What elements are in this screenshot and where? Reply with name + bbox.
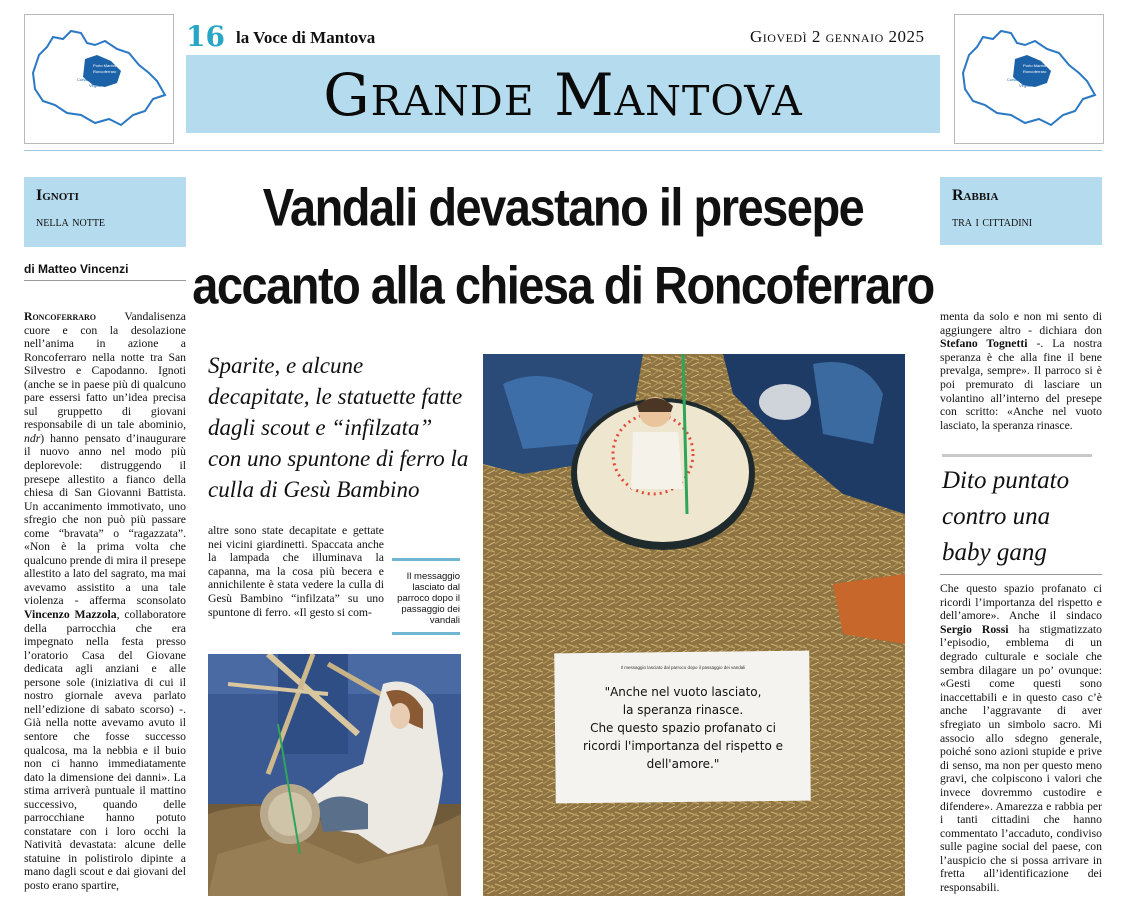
quoted-name: Vincenzo Mazzola bbox=[24, 608, 117, 622]
map-label: Roncoferraro bbox=[1023, 69, 1047, 74]
article-column-3 bbox=[940, 310, 1102, 432]
section-title: Grande Mantova bbox=[323, 61, 803, 129]
map-label: Curtatone bbox=[77, 77, 95, 82]
sign-small-print: Il messaggio lasciato dal parroco dopo il passaggio dei vandali bbox=[620, 665, 746, 670]
sign-line-5: dell'amore." bbox=[646, 757, 720, 771]
col4-text-1: Che questo spazio profanato ci ricordi l’importanza del rispetto e dell’amore». Anche il sindaco bbox=[940, 582, 1102, 623]
sign-line-2: la speranza rinasce. bbox=[622, 703, 744, 717]
map-label: Roncoferraro bbox=[93, 69, 117, 74]
sign-line-1: "Anche nel vuoto lasciato, bbox=[604, 685, 762, 699]
map-label: Virgilio bbox=[1019, 83, 1031, 88]
col2-text: altre sono state decapitate e gettate nei vicini giardinetti. Spaccata anche la lampada che illuminava la capanna, ma la cosa più becera e annichilente è stata vedere la culla di Gesù Bambino “infilzata” su uno spuntone di ferro. «Il gesto si com- bbox=[208, 524, 384, 619]
col3-text-1: menta da solo e non mi sento di aggiungere altro - dichiara don bbox=[940, 310, 1102, 337]
map-label: Porto Mantovano bbox=[93, 63, 124, 68]
section-banner bbox=[186, 55, 940, 133]
sign-line-3: Che questo spazio profanato ci bbox=[590, 721, 776, 735]
map-label: Virgilio bbox=[89, 83, 101, 88]
quoted-name: Stefano Tognetti bbox=[940, 337, 1028, 351]
byline-rule bbox=[24, 280, 186, 281]
side-rule bbox=[940, 574, 1102, 575]
article-column-4 bbox=[940, 582, 1102, 895]
kicker-right-bold: Rabbia bbox=[952, 187, 999, 204]
article-column-1 bbox=[24, 310, 186, 893]
headline-line-1: Vandali devastano il presepe bbox=[262, 177, 864, 237]
nativity-photo bbox=[208, 654, 461, 896]
header-rule bbox=[24, 150, 1102, 151]
map-label: Porto Mantovano bbox=[1023, 63, 1054, 68]
col1-text-2: ) hanno pensato d’inaugurare il nuovo anno nel modo più deplorevole: distruggendo il presepe allestito a fianco della chiesa di San Giovanni Battista. Un accanimento immotivato, uno sfregio che non può più passare come “bravata” o “ragazzata”. «Non è la prima volta che qualcuno prende di mira il presepe allestito a lato del sagrato, ma mai avevamo assistito a una tale violenza - afferma sconsolato bbox=[24, 431, 186, 608]
kicker-right-text: tra i cittadini bbox=[952, 215, 1033, 230]
sign-line-4: ricordi l'importanza del rispetto e bbox=[583, 739, 783, 753]
headline-line-2: accanto alla chiesa di Roncoferraro bbox=[192, 255, 934, 315]
kicker-left-text: nella notte bbox=[36, 215, 106, 230]
newspaper-name: la Voce di Mantova bbox=[236, 28, 376, 47]
map-label: Curtatone bbox=[1007, 77, 1025, 82]
kicker-left-bold: Ignoti bbox=[36, 187, 79, 204]
quoted-name: Sergio Rossi bbox=[940, 622, 1009, 636]
col1-ndr: ndr bbox=[24, 431, 41, 445]
map-right bbox=[954, 14, 1104, 144]
kicker-right bbox=[940, 177, 1102, 245]
article-column-2 bbox=[208, 524, 384, 619]
province-map-icon bbox=[25, 15, 173, 143]
subheadline: Sparite, e alcune decapitate, le statuette fatte dagli scout e “infilzata” con uno spuntone di ferro la culla di Gesù Bambino bbox=[208, 353, 469, 502]
kicker-left bbox=[24, 177, 186, 247]
page-number: 16 bbox=[186, 20, 225, 53]
col4-text-2: ha stigmatizzato l’episodio, emblema di un degrado culturale e sociale che sembra dilagare un po’ ovunque: «Gesti come questi sono inaccettabili e in questo caso c’è anche l’aggravante di aver sfregiato un simbolo sacro. Mi associo allo sdegno generale, poiché sono azioni stupide e prive di senso, ma non per questo meno gravi, che colpiscono i valori che invece dovremmo custodire e difendere». Amarezza e rabbia per i tanti cittadini che hanno commentato l’accaduto, condiviso sulle pagine social del paese, con l’auspicio che si possa arrivare in fretta all’identificazione dei responsabili. bbox=[940, 622, 1103, 895]
col1-text-3: , collaboratore della parrocchia che era impegnato nella festa presso l’oratorio Casa del Giovane dedicata agli anziani e alle persone sole (iniziativa di cui il nostro giornale aveva parlato nell’edizione di sabato scorso) -. Già nella notte avevamo avuto il sentore che fosse successo qualcosa, ma la nebbia e il buio non ci hanno immediatamente dato la dimensione dei danni». La stima arriverà puntuale il mattino successivo, quando delle parrocchiane hanno potuto constatare con i loro occhi la Natività devastata: alcune delle statuine in polistirolo dipinte a mano dagli scout e dai giovani del posto erano spartire, bbox=[24, 608, 186, 892]
col1-text-1: Vandalisenza cuore e con la desolazione nell’anima in azione a Roncoferraro nella notte tra San Silvestro e Capodanno. Ignoti (anche se in paese più di qualcuno pare essersi fatto un’idea precisa sul gruppetto di giovani responsabile di un tale abominio, bbox=[24, 310, 186, 432]
province-map-icon bbox=[955, 15, 1103, 143]
col3-text-2: -. La nostra speranza è che alla fine il bene prevalga, sempre». Il parroco si è poi premurato di lasciare un volantino all’interno del presepe con scritto: «Anche nel vuoto lasciato, la speranza rinasce. bbox=[940, 337, 1103, 432]
map-left bbox=[24, 14, 174, 144]
byline: di Matteo Vincenzi bbox=[24, 262, 129, 276]
desecrated-nativity-photo bbox=[483, 354, 905, 896]
photo-caption: Il messaggio lasciato dal parroco dopo il passaggio dei vandali bbox=[392, 558, 460, 635]
dateline: Roncoferraro bbox=[24, 310, 96, 323]
issue-date: Giovedì 2 gennaio 2025 bbox=[750, 27, 925, 46]
side-headline: Dito puntato contro una baby gang bbox=[942, 454, 1092, 571]
